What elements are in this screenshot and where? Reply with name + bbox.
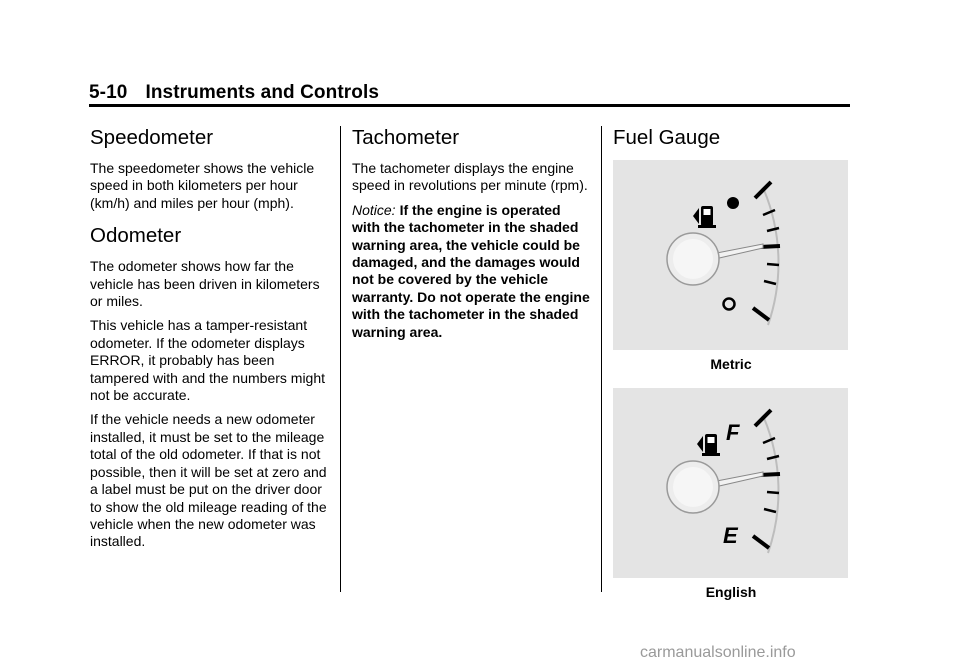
tachometer-notice (352, 202, 592, 341)
fuel-gauge-metric-figure (613, 160, 848, 350)
page-header (89, 82, 379, 104)
column-divider-2 (601, 126, 602, 592)
odometer-paragraph: The odometer shows how far the vehicle has been driven in kilometers or miles. (90, 258, 320, 310)
tachometer-body: The tachometer displays the engine speed in revolutions per minute (rpm). (352, 160, 588, 194)
column-right (613, 126, 849, 616)
odometer-paragraph: This vehicle has a tamper-resistant odometer. If the odometer displays ERROR, it probably has been tampered with and the numbers might not be accurate. (90, 317, 326, 404)
fuel-gauge-english-illustration (613, 388, 848, 578)
notice-text: If the engine is operated with the tachometer in the shaded warning area, the vehicle could be damaged, and the damages would not be covered by the vehicle warranty. Do not operate the engine with the tachometer in the shaded warning area. (352, 201, 590, 340)
speedometer-heading: Speedometer (90, 126, 214, 149)
full-marker: F (726, 420, 740, 445)
watermark: carmanualsonline.info (640, 644, 796, 661)
speedometer-body: The speedometer shows the vehicle speed in both kilometers per hour (km/h) and miles per hour (mph). (90, 160, 315, 211)
chapter-title: Instruments and Controls (145, 82, 380, 103)
fuel-pump-icon (691, 202, 717, 230)
page-number: 5-10 (89, 82, 128, 103)
odometer-heading: Odometer (90, 224, 182, 248)
column-left (90, 126, 330, 558)
column-divider-1 (340, 126, 341, 592)
fuel-pump-icon (695, 430, 721, 458)
empty-marker: E (723, 523, 738, 548)
fuel-gauge-english-caption: English (705, 584, 757, 600)
fuel-gauge-english-figure (613, 388, 848, 578)
notice-label: Notice: (352, 201, 396, 218)
column-middle (352, 126, 592, 348)
header-rule (89, 104, 850, 107)
tachometer-heading: Tachometer (352, 126, 460, 149)
fuel-gauge-metric-caption: Metric (710, 356, 752, 372)
fuel-gauge-heading: Fuel Gauge (613, 126, 721, 149)
fuel-gauge-metric-illustration (613, 160, 848, 350)
odometer-paragraph: If the vehicle needs a new odometer installed, it must be set to the mileage total of the old odometer. If that is not possible, then it will be set at zero and a label must be put on the driver door to show the old mileage reading of the vehicle when the new odometer was installed. (90, 411, 327, 550)
